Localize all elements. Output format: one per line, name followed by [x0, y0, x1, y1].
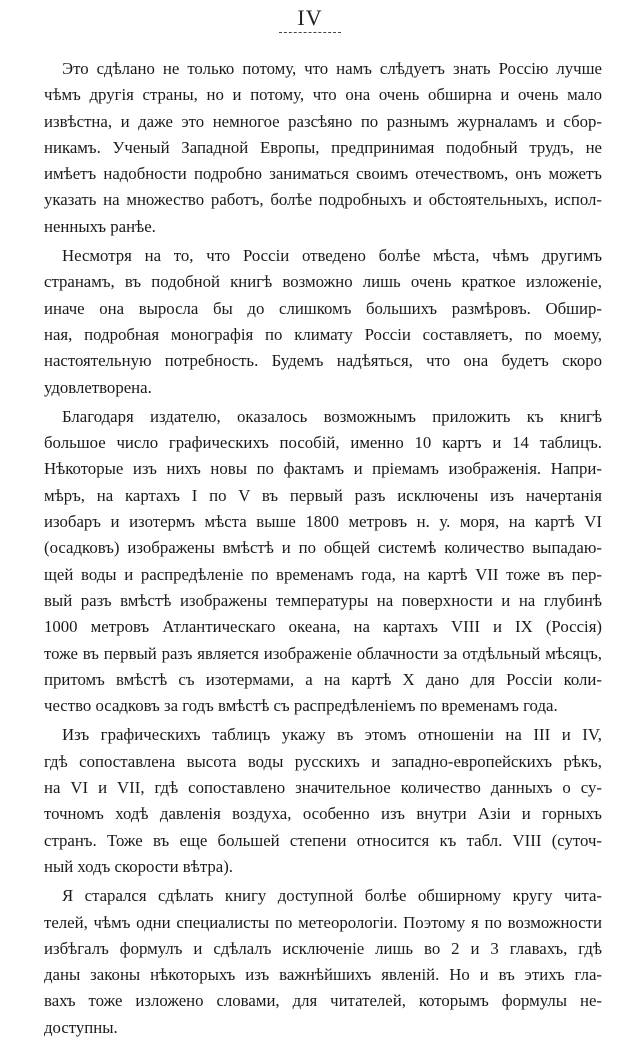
page-number: IV — [297, 5, 323, 30]
text-line: никамъ. Ученый Западной Европы, предпринимая подобный трудъ, не — [44, 137, 602, 157]
text-line: извѣстна, и даже это немногое разсѣяно по разнымъ журналамъ и сбор- — [44, 111, 602, 131]
text-line: настоятельную потребность. Будемъ надѣяться, что она будетъ скоро — [44, 351, 602, 371]
paragraph — [44, 243, 602, 401]
text-line: Несмотря на то, что Россіи отведено болѣе мѣста, чѣмъ другимъ — [62, 246, 602, 266]
text-line: иначе она выросла бы до слишкомъ большихъ размѣровъ. Обшир- — [44, 298, 602, 318]
text-line: мѣръ, на картахъ I по V въ первый разъ исключены изъ начертанія — [44, 485, 602, 505]
text-line: чѣмъ другія страны, но и потому, что она очень обширна и очень мало — [44, 85, 602, 105]
text-line: удовлетворена. — [44, 377, 152, 397]
text-line: Я старался сдѣлать книгу доступной болѣе обширному кругу чита- — [62, 886, 602, 906]
text-line: ная, подробная монографія по климату Россіи составляетъ, по моему, — [44, 324, 602, 344]
text-line: вый разъ вмѣстѣ изображены температуры на поверхности и на глубинѣ — [44, 590, 602, 610]
text-line: Благодаря издателю, оказалось возможнымъ приложить къ книгѣ — [62, 406, 602, 426]
text-line: ный ходъ скорости вѣтра). — [44, 856, 233, 876]
paragraph — [44, 404, 602, 720]
paragraph — [44, 56, 602, 240]
text-line: щей воды и распредѣленіе по временамъ года, на картѣ VII тоже въ пер- — [44, 564, 602, 584]
text-line: ненныхъ ранѣе. — [44, 216, 156, 236]
text-line: Это сдѣлано не только потому, что намъ слѣдуетъ знать Россію лучше — [62, 59, 602, 78]
text-line: избѣгалъ формулъ и сдѣлалъ исключеніе лишь во 2 и 3 главахъ, гдѣ — [44, 938, 602, 958]
text-line: даны законы нѣкоторыхъ изъ важнѣйшихъ явленій. Но и въ этихъ гла- — [44, 965, 602, 985]
text-line: странъ. Тоже въ еще большей степени относится къ табл. VIII (суточ- — [44, 830, 602, 850]
text-line: (осадковъ) изображены вмѣстѣ и по общей системѣ количество выпадаю- — [44, 538, 602, 558]
text-line: чество осадковъ за годъ вмѣстѣ съ распредѣленіемъ по временамъ года. — [44, 696, 558, 716]
text-line: притомъ вмѣстѣ съ изотермами, а на картѣ X дано для Россіи коли- — [44, 669, 602, 689]
text-line: изобаръ и изотермъ мѣста выше 1800 метровъ н. у. моря, на картѣ VI — [44, 512, 602, 532]
text-line: имѣетъ надобности подробно заниматься своимъ отечествомъ, онъ можетъ — [44, 164, 602, 184]
text-line: точномъ ходѣ давленія воздуха, особенно изъ внутри Азіи и горныхъ — [44, 804, 602, 824]
body-text — [44, 56, 602, 1044]
paragraph — [44, 722, 602, 880]
text-line: большое число графическихъ пособій, именно 10 картъ и 14 таблицъ. — [44, 433, 602, 453]
text-line: странамъ, въ подобной книгѣ возможно лишь очень краткое изложеніе, — [44, 272, 602, 292]
text-line: доступны. — [44, 1017, 118, 1037]
text-line: 1000 метровъ Атлантическаго океана, на картахъ VIII и IX (Россія) — [44, 617, 602, 637]
text-line: Нѣкоторые изъ нихъ новы по фактамъ и пріемамъ изображенія. Напри- — [44, 459, 602, 479]
text-line: указать на множество работъ, болѣе подробныхъ и обстоятельныхъ, испол- — [44, 190, 602, 210]
page-header — [0, 6, 620, 33]
text-line: Изъ графическихъ таблицъ укажу въ этомъ отношеніи на III и IV, — [62, 725, 602, 745]
text-line: телей, чѣмъ одни специалисты по метеорологіи. Поэтому я по возможности — [44, 912, 602, 932]
text-line: тоже въ первый разъ является изображеніе облачности за отдѣльный мѣсяцъ, — [44, 643, 602, 663]
text-line: на VI и VII, гдѣ сопоставлено значительное количество данныхъ о су- — [44, 778, 602, 798]
header-rule — [279, 32, 341, 33]
text-line: вахъ тоже изложено словами, для читателей, которымъ формулы не- — [44, 991, 602, 1011]
text-line: гдѣ сопоставлена высота воды русскихъ и западно-европейскихъ рѣкъ, — [44, 751, 602, 771]
paragraph — [44, 883, 602, 1041]
